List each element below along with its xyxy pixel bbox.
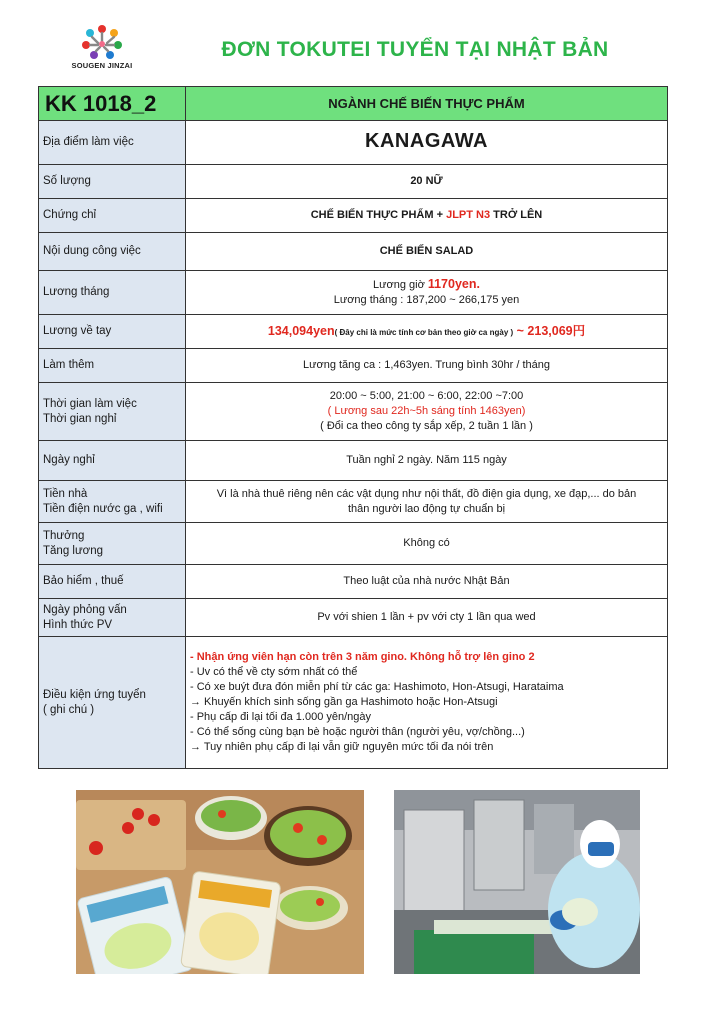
certificate-part3: TRỞ LÊN (490, 209, 543, 221)
label-takehome: Lương về tay (39, 315, 186, 349)
row-quantity (39, 165, 668, 199)
row-takehome (39, 315, 668, 349)
value-certificate (186, 199, 668, 233)
row-insurance (39, 565, 668, 599)
location-text: KANAGAWA (365, 129, 488, 152)
row-salary (39, 271, 668, 315)
value-overtime: Lương tăng ca : 1,463yen. Trung bình 30hr / tháng (186, 349, 668, 383)
label-interview (39, 599, 186, 637)
factory-worker-photo (394, 790, 640, 974)
value-hours (186, 383, 668, 441)
row-interview (39, 599, 668, 637)
job-info-table (38, 86, 668, 769)
hourly-value: 1170yen. (427, 277, 480, 291)
page-header (0, 0, 708, 86)
condition-line: - Phụ cấp đi lại tối đa 1.000 yên/ngày (190, 711, 372, 723)
value-quantity: 20 NỮ (186, 165, 668, 199)
label-hours (39, 383, 186, 441)
row-content (39, 233, 668, 271)
label-housing-rent: Tiền nhà (43, 487, 88, 500)
hours-rotation: ( Đổi ca theo công ty sắp xếp, 2 tuần 1 lần ) (320, 420, 533, 432)
condition-line: - Uv có thể về cty sớm nhất có thể (190, 666, 358, 678)
label-certificate: Chứng chỉ (39, 199, 186, 233)
value-days-off: Tuần nghỉ 2 ngày. Năm 115 ngày (186, 441, 668, 481)
label-interview-format: Hình thức PV (43, 618, 113, 631)
label-bonus-reward: Thưởng (43, 529, 85, 542)
company-name: SOUGEN JINZAI (71, 61, 133, 70)
label-housing (39, 481, 186, 523)
page-title: ĐƠN TOKUTEI TUYỂN TẠI NHẬT BẢN (221, 38, 609, 61)
condition-line: → Khuyến khích sinh sống gần ga Hashimoto hoặc Hon-Atsugi (190, 696, 498, 708)
hourly-wage-line (186, 277, 667, 293)
value-bonus: Không có (186, 523, 668, 565)
salad-photo (76, 790, 364, 974)
condition-line: - Có xe buýt đưa đón miễn phí từ các ga: Hashimoto, Hon-Atsugi, Harataima (190, 681, 564, 693)
row-bonus (39, 523, 668, 565)
value-housing (186, 481, 668, 523)
row-conditions (39, 637, 668, 769)
takehome-min: 134,094yen (267, 323, 335, 338)
hours-shifts: 20:00 ~ 5:00, 21:00 ~ 6:00, 22:00 ~7:00 (329, 390, 524, 402)
job-code-row (39, 87, 668, 121)
people-circle-icon (79, 22, 125, 60)
job-code: KK 1018_2 (45, 90, 157, 116)
label-salary: Lương tháng (39, 271, 186, 315)
hourly-prefix: Lương giờ (373, 279, 428, 291)
certificate-jlpt: JLPT N3 (446, 209, 491, 221)
label-hours-rest: Thời gian nghỉ (43, 412, 117, 425)
label-quantity: Số lượng (39, 165, 186, 199)
row-overtime (39, 349, 668, 383)
industry-title: NGÀNH CHẾ BIẾN THỰC PHẨM (186, 87, 668, 121)
condition-line: - Có thể sống cùng bạn bè hoặc người thân (người yêu, vợ/chồng...) (190, 726, 525, 738)
label-insurance: Bảo hiểm , thuế (39, 565, 186, 599)
row-certificate (39, 199, 668, 233)
company-logo (62, 22, 142, 82)
label-location: Địa điểm làm việc (39, 121, 186, 165)
housing-line2: thân người lao động tự chuẩn bị (347, 502, 506, 515)
row-hours (39, 383, 668, 441)
housing-line1: Vì là nhà thuê riêng nên các vật dụng như nội thất, đồ điện gia dụng, xe đạp,... do bản (216, 487, 637, 500)
condition-line: - Nhận ứng viên hạn còn trên 3 năm gino. Không hỗ trợ lên gino 2 (190, 651, 535, 663)
certificate-part1: CHẾ BIẾN THỰC PHẨM + (310, 209, 447, 221)
label-conditions (39, 637, 186, 769)
label-interview-date: Ngày phỏng vấn (43, 603, 127, 616)
label-bonus-raise: Tăng lương (43, 544, 103, 557)
hours-night-pay: ( Lương sau 22h~5h sáng tính 1463yen) (327, 405, 526, 417)
job-code-cell (39, 87, 186, 121)
value-interview: Pv với shien 1 lần + pv với cty 1 lần qua wed (186, 599, 668, 637)
label-housing-utilities: Tiền điện nước ga , wifi (43, 502, 163, 515)
value-takehome (186, 315, 668, 349)
label-days-off: Ngày nghỉ (39, 441, 186, 481)
value-conditions (186, 637, 668, 769)
value-insurance: Theo luật của nhà nước Nhật Bản (186, 565, 668, 599)
label-conditions-note: ( ghi chú ) (43, 703, 95, 716)
condition-line: → Tuy nhiên phụ cấp đi lại vẫn giữ nguyên mức tối đa nói trên (190, 741, 494, 753)
value-content: CHẾ BIẾN SALAD (186, 233, 668, 271)
label-hours-work: Thời gian làm việc (43, 397, 137, 410)
takehome-note: ( Đây chỉ là mức tính cơ bản theo giờ ca ngày ) (334, 327, 514, 337)
row-location (39, 121, 668, 165)
label-content: Nội dung công việc (39, 233, 186, 271)
takehome-max: ~ 213,069円 (513, 323, 586, 338)
value-location (186, 121, 668, 165)
label-conditions-main: Điều kiện ứng tuyển (43, 688, 146, 701)
monthly-wage-line: Lương tháng : 187,200 ~ 266,175 yen (333, 294, 520, 306)
label-bonus (39, 523, 186, 565)
label-overtime: Làm thêm (39, 349, 186, 383)
row-housing (39, 481, 668, 523)
row-days-off (39, 441, 668, 481)
value-salary (186, 271, 668, 315)
